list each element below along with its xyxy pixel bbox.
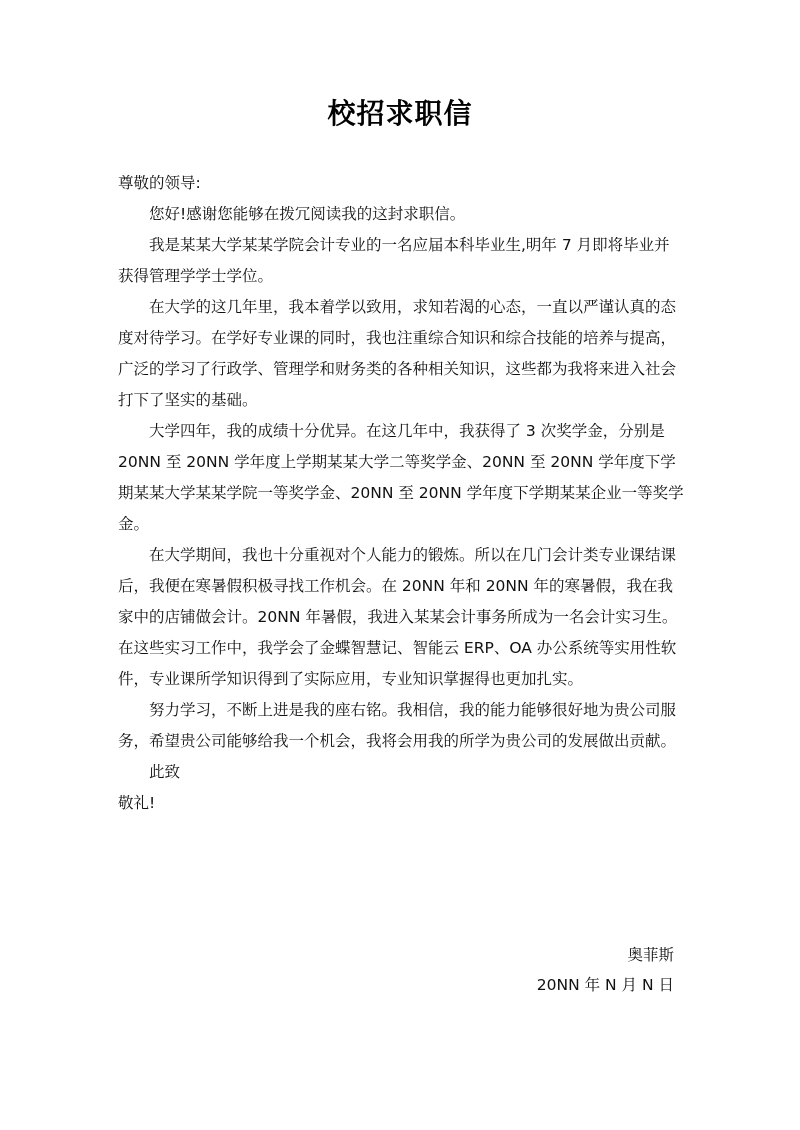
paragraph-study-attitude: 在大学的这几年里，我本着学以致用，求知若渴的心态，一直以严谨认真的态度对待学习。在学好专业课的同时，我也注重综合知识和综合技能的培养与提高，广泛的学习了行政学、管理学和财务类的各种相关知识，这些都为我将来进入社会打下了坚实的基础。	[118, 298, 677, 409]
letter-title: 校招求职信	[327, 97, 473, 130]
letter-body	[118, 168, 684, 819]
paragraph-internships: 在大学期间，我也十分重视对个人能力的锻炼。所以在几门会计类专业课结课后，我便在寒暑假积极寻找工作机会。在 20NN 年和 20NN 年的寒暑假，我在我家中的店铺做会计。20NN 年暑假，我进入某某会计事务所成为一名会计实习生。在这些实习工作中，我学会了金蝶智慧记、智能云 ERP、OA 办公系统等实用性软件，专业课所学知识得到了实际应用，专业知识掌握得也更加扎实。	[118, 546, 678, 688]
closing-line-2: 敬礼!	[118, 794, 156, 812]
paragraph-introduction: 我是某某大学某某学院会计专业的一名应届本科毕业生,明年 7 月即将毕业并获得管理学学士学位。	[118, 236, 670, 285]
closing-line-1: 此致	[149, 763, 181, 781]
signature-date: 20NN 年 N 月 N 日	[536, 976, 674, 994]
paragraph-scholarships: 大学四年，我的成绩十分优异。在这几年中，我获得了 3 次奖学金，分别是 20NN 至 20NN 学年度上学期某某大学二等奖学金、20NN 至 20NN 学年度下学期某某大学某某学院一等奖学金、20NN 至 20NN 学年度下学期某某企业一等奖学金。	[118, 422, 684, 533]
salutation: 尊敬的领导:	[118, 174, 201, 192]
paragraph-conclusion: 努力学习，不断上进是我的座右铭。我相信，我的能力能够很好地为贵公司服务，希望贵公司能够给我一个机会，我将会用我的所学为贵公司的发展做出贡献。	[118, 701, 677, 750]
paragraph-greeting: 您好!感谢您能够在拨冗阅读我的这封求职信。	[149, 205, 466, 223]
signature-name: 奥菲斯	[627, 946, 674, 964]
